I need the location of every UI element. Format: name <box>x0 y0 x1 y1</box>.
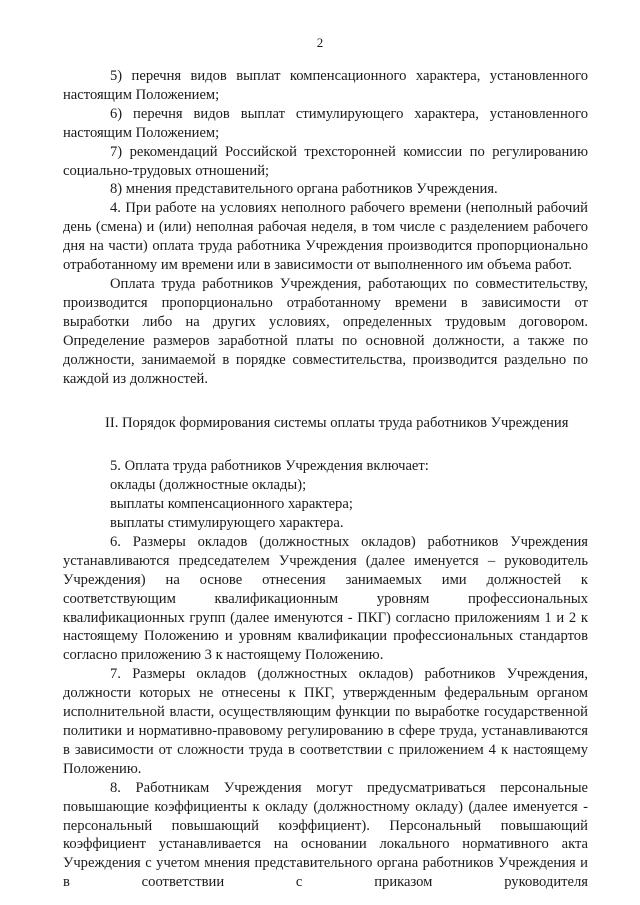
page-number: 2 <box>316 35 324 50</box>
paragraph: 4. При работе на условиях неполного рабочего времени (неполный рабочий день (смена) и (или) неполная рабочая неделя, в том числе с разделением рабочего дня на части) оплата труда работника Учреждения производится пропорционально отработанному им времени или в зависимости от выполненного им объема работ. <box>63 200 588 274</box>
paragraph: 6) перечня видов выплат стимулирующего характера, установленного настоящим Положением; <box>63 105 588 141</box>
paragraph: 8) мнения представительного органа работников Учреждения. <box>110 181 498 198</box>
section-heading: II. Порядок формирования системы оплаты труда работников Учреждения <box>105 415 569 432</box>
list-item: выплаты стимулирующего характера. <box>110 515 344 532</box>
paragraph: 8. Работникам Учреждения могут предусматриваться персональные повышающие коэффициенты к окладу (должностному окладу) (далее именуется - персональный повышающий коэффициент). Персональный повышающий коэффициент устанавливается на основании локального нормативного акта Учреждения с учетом мнения представительного органа работников Учреждения и в соответствии с приказом руководителя <box>63 779 588 891</box>
paragraph: 7. Размеры окладов (должностных окладов) работников Учреждения, должности которых не отнесены к ПКГ, утвержденным федеральным органом исполнительной власти, осуществляющим функции по выработке государственной политики и нормативно-правовому регулированию в сфере труда, устанавливаются в зависимости от сложности труда в соответствии с приложением 4 к настоящему Положению. <box>63 666 588 777</box>
paragraph: 5. Оплата труда работников Учреждения включает: <box>110 458 429 475</box>
paragraph: 5) перечня видов выплат компенсационного характера, установленного настоящим Положением; <box>63 68 588 103</box>
paragraph: 6. Размеры окладов (должностных окладов) работников Учреждения устанавливаются председателем Учреждения (далее именуется – руководитель Учреждения) на основе отнесения занимаемых ими должностей к соответствующим квалификационным уровням профессиональных квалификационных групп (далее именуются - ПКГ) согласно приложениям 1 и 2 к настоящему Положению и уровням квалификации профессиональных стандартов согласно приложению 3 к настоящему Положению. <box>63 533 588 664</box>
paragraph: Оплата труда работников Учреждения, работающих по совместительству, производится пропорционально отработанному времени в зависимости от выработки либо на других условиях, определенных трудовым договором. Определение размеров заработной платы по основной должности, а также по должности, занимаемой в порядке совместительства, производится раздельно по каждой из должностей. <box>63 275 588 387</box>
document-body <box>63 67 588 892</box>
list-item: оклады (должностные оклады); <box>110 477 307 494</box>
paragraph: 7) рекомендаций Российской трехсторонней комиссии по регулированию социально-трудовых отношений; <box>63 143 588 179</box>
list-item: выплаты компенсационного характера; <box>110 496 353 513</box>
